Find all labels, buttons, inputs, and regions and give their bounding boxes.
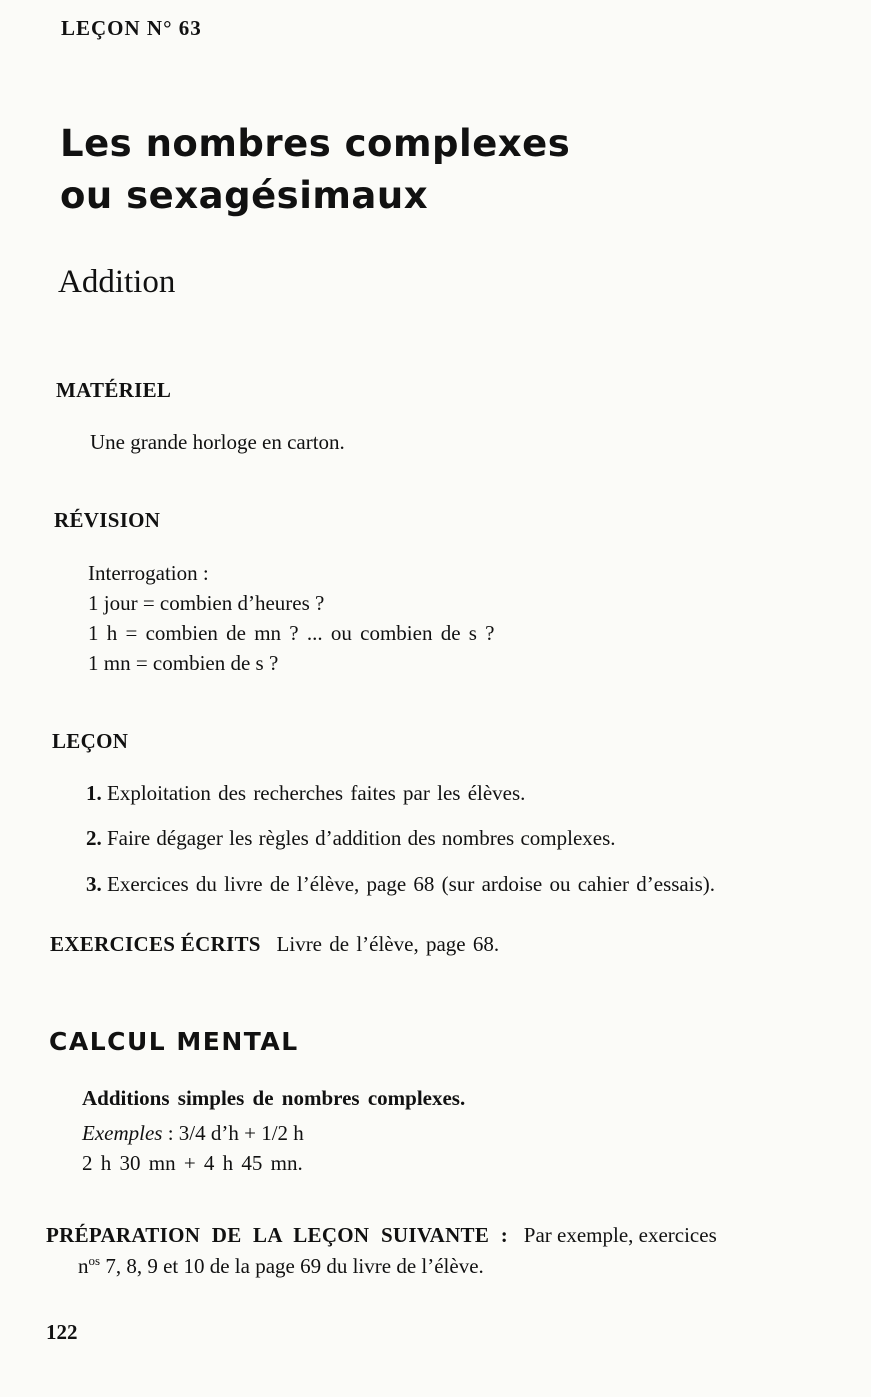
preparation-line-2 — [78, 1254, 484, 1279]
title-line-1: Les nombres complexes — [60, 122, 571, 165]
preparation-heading: PRÉPARATION DE LA LEÇON SUIVANTE : — [46, 1223, 509, 1247]
preparation-line-1 — [46, 1223, 717, 1248]
page-title — [60, 118, 570, 222]
preparation-sup: os — [88, 1253, 101, 1268]
revision-list — [88, 558, 495, 678]
lecon-item — [86, 872, 715, 897]
lecon-heading: LEÇON — [52, 729, 129, 753]
preparation-text-2: 7, 8, 9 et 10 de la page 69 du livre de l’élève. — [100, 1254, 484, 1278]
revision-heading: RÉVISION — [54, 508, 161, 532]
exercices-ecrits — [50, 932, 499, 957]
calcul-mental-intro: Additions simples de nombres complexes. — [82, 1086, 466, 1110]
materiel-heading: MATÉRIEL — [56, 378, 172, 402]
revision-line: 1 mn = combien de s ? — [88, 651, 279, 675]
examples-label: Exemples — [82, 1121, 163, 1145]
lecon-item-text: Faire dégager les règles d’addition des nombres complexes. — [107, 826, 616, 850]
title-line-2: ou sexagésimaux — [60, 174, 429, 217]
lecon-item-number: 1. — [86, 781, 102, 805]
lecon-item — [86, 781, 525, 806]
lecon-item — [86, 826, 616, 851]
exercices-ecrits-heading: EXERCICES ÉCRITS — [50, 932, 261, 956]
calcul-mental-example-2: 2 h 30 mn + 4 h 45 mn. — [82, 1151, 303, 1175]
lecon-item-number: 2. — [86, 826, 102, 850]
lecon-item-text: Exploitation des recherches faites par les élèves. — [107, 781, 526, 805]
subtitle: Addition — [58, 264, 176, 300]
materiel-text: Une grande horloge en carton. — [90, 430, 345, 454]
calcul-mental-heading: CALCUL MENTAL — [49, 1027, 299, 1056]
preparation-text-1: Par exemple, exercices — [523, 1223, 717, 1247]
lecon-item-number: 3. — [86, 872, 102, 896]
calcul-mental-example-1 — [82, 1121, 304, 1146]
example-1-text: : 3/4 d’h + 1/2 h — [162, 1121, 304, 1145]
lesson-number: LEÇON N° 63 — [61, 16, 202, 40]
preparation-n: n — [78, 1254, 89, 1278]
revision-line: Interrogation : — [88, 561, 209, 585]
page-number: 122 — [46, 1320, 78, 1344]
exercices-ecrits-text: Livre de l’élève, page 68. — [276, 932, 500, 956]
revision-line: 1 jour = combien d’heures ? — [88, 591, 325, 615]
revision-line: 1 h = combien de mn ? ... ou combien de s ? — [88, 621, 495, 645]
lecon-item-text: Exercices du livre de l’élève, page 68 (sur ardoise ou cahier d’essais). — [107, 872, 716, 896]
